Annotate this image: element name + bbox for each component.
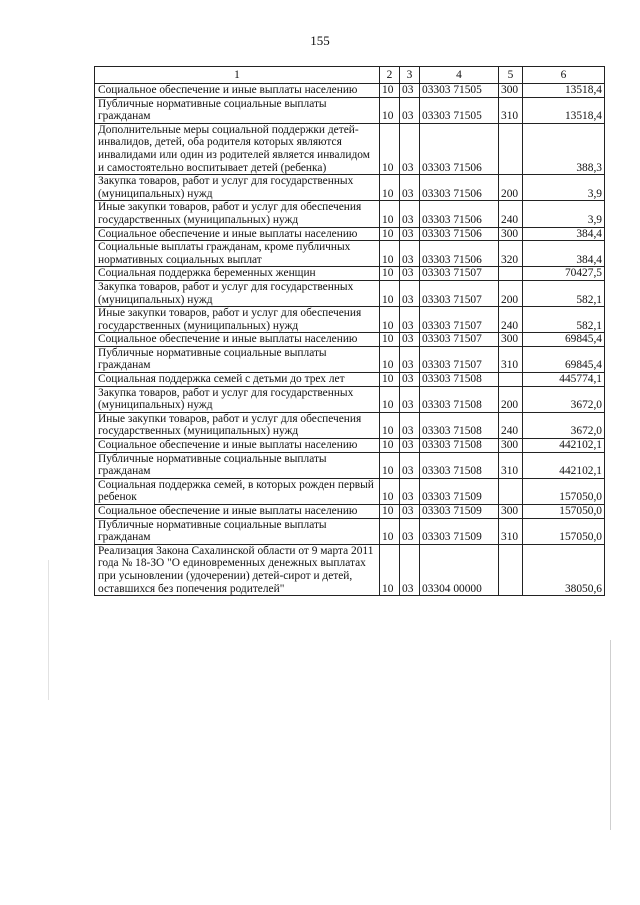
row-target-article-cell: 03303 71507 (420, 280, 499, 306)
row-amount-cell: 582,1 (523, 280, 605, 306)
row-target-article-cell: 03303 71505 (420, 97, 499, 123)
row-amount-cell: 582,1 (523, 307, 605, 333)
table-row (95, 201, 605, 227)
row-subsection-cell: 03 (400, 478, 420, 504)
row-amount-cell: 3672,0 (523, 386, 605, 412)
scan-artifact-line (610, 640, 611, 830)
row-name-cell: Иные закупки товаров, работ и услуг для обеспечения государственных (муниципальных) нужд (95, 201, 380, 227)
row-subsection-cell: 03 (400, 439, 420, 453)
row-name-cell: Публичные нормативные социальные выплаты гражданам (95, 346, 380, 372)
col-header-expense-type: 5 (499, 67, 523, 84)
row-amount-cell: 388,3 (523, 123, 605, 174)
row-name-cell: Социальное обеспечение и иные выплаты населению (95, 505, 380, 519)
row-name-cell: Закупка товаров, работ и услуг для государственных (муниципальных) нужд (95, 386, 380, 412)
row-amount-cell: 157050,0 (523, 478, 605, 504)
row-target-article-cell: 03303 71506 (420, 175, 499, 201)
row-target-article-cell: 03303 71507 (420, 267, 499, 281)
row-section-cell: 10 (380, 241, 400, 267)
row-name-cell: Социальное обеспечение и иные выплаты населению (95, 333, 380, 347)
row-section-cell: 10 (380, 478, 400, 504)
table-row (95, 267, 605, 281)
row-subsection-cell: 03 (400, 373, 420, 387)
col-header-name: 1 (95, 67, 380, 84)
row-target-article-cell: 03303 71507 (420, 346, 499, 372)
table-row (95, 373, 605, 387)
row-section-cell: 10 (380, 227, 400, 241)
row-target-article-cell: 03303 71508 (420, 373, 499, 387)
row-amount-cell: 70427,5 (523, 267, 605, 281)
table-row (95, 505, 605, 519)
row-name-cell: Дополнительные меры социальной поддержки детей-инвалидов, детей, оба родителя которых являются инвалидами или один из родителей является инвалидом и самостоятельно воспитывает детей (ребенка) (95, 123, 380, 174)
row-subsection-cell: 03 (400, 227, 420, 241)
row-target-article-cell: 03303 71508 (420, 439, 499, 453)
row-name-cell: Иные закупки товаров, работ и услуг для обеспечения государственных (муниципальных) нужд (95, 307, 380, 333)
row-amount-cell: 384,4 (523, 227, 605, 241)
row-section-cell: 10 (380, 544, 400, 595)
table-row (95, 175, 605, 201)
row-subsection-cell: 03 (400, 84, 420, 98)
row-section-cell: 10 (380, 123, 400, 174)
row-target-article-cell: 03303 71506 (420, 241, 499, 267)
row-expense-type-cell: 240 (499, 412, 523, 438)
table-row (95, 544, 605, 595)
row-amount-cell: 442102,1 (523, 452, 605, 478)
table-row (95, 439, 605, 453)
row-subsection-cell: 03 (400, 123, 420, 174)
row-target-article-cell: 03303 71506 (420, 227, 499, 241)
table-body (95, 84, 605, 596)
table-row (95, 412, 605, 438)
row-section-cell: 10 (380, 518, 400, 544)
table-row (95, 346, 605, 372)
row-name-cell: Социальное обеспечение и иные выплаты населению (95, 439, 380, 453)
table-row (95, 478, 605, 504)
row-expense-type-cell: 240 (499, 201, 523, 227)
row-amount-cell: 384,4 (523, 241, 605, 267)
row-section-cell: 10 (380, 439, 400, 453)
page-number: 155 (310, 33, 330, 48)
row-section-cell: 10 (380, 333, 400, 347)
col-header-amount: 6 (523, 67, 605, 84)
row-amount-cell: 13518,4 (523, 97, 605, 123)
header-row (95, 67, 605, 84)
row-name-cell: Социальная поддержка семей, в которых рожден первый ребенок (95, 478, 380, 504)
row-expense-type-cell: 300 (499, 439, 523, 453)
row-expense-type-cell (499, 373, 523, 387)
row-name-cell: Реализация Закона Сахалинской области от 9 марта 2011 года № 18-ЗО "О единовременных денежных выплатах при усыновлении (удочерении) детей-сирот и детей, оставшихся без попечения родителей" (95, 544, 380, 595)
row-target-article-cell: 03303 71507 (420, 333, 499, 347)
row-expense-type-cell (499, 478, 523, 504)
row-amount-cell: 3,9 (523, 175, 605, 201)
row-amount-cell: 69845,4 (523, 333, 605, 347)
row-section-cell: 10 (380, 373, 400, 387)
row-amount-cell: 157050,0 (523, 505, 605, 519)
row-expense-type-cell: 300 (499, 227, 523, 241)
row-subsection-cell: 03 (400, 386, 420, 412)
row-expense-type-cell: 310 (499, 346, 523, 372)
row-amount-cell: 445774,1 (523, 373, 605, 387)
row-subsection-cell: 03 (400, 175, 420, 201)
row-expense-type-cell: 200 (499, 175, 523, 201)
row-amount-cell: 157050,0 (523, 518, 605, 544)
table-row (95, 84, 605, 98)
row-expense-type-cell: 240 (499, 307, 523, 333)
row-subsection-cell: 03 (400, 544, 420, 595)
row-amount-cell: 69845,4 (523, 346, 605, 372)
row-subsection-cell: 03 (400, 267, 420, 281)
row-name-cell: Иные закупки товаров, работ и услуг для обеспечения государственных (муниципальных) нужд (95, 412, 380, 438)
row-section-cell: 10 (380, 97, 400, 123)
row-expense-type-cell (499, 123, 523, 174)
row-section-cell: 10 (380, 267, 400, 281)
row-section-cell: 10 (380, 201, 400, 227)
row-subsection-cell: 03 (400, 280, 420, 306)
row-target-article-cell: 03303 71508 (420, 386, 499, 412)
row-name-cell: Социальная поддержка семей с детьми до трех лет (95, 373, 380, 387)
row-name-cell: Социальное обеспечение и иные выплаты населению (95, 227, 380, 241)
row-expense-type-cell (499, 267, 523, 281)
row-subsection-cell: 03 (400, 241, 420, 267)
table-row (95, 386, 605, 412)
row-amount-cell: 13518,4 (523, 84, 605, 98)
row-expense-type-cell: 200 (499, 386, 523, 412)
row-name-cell: Социальная поддержка беременных женщин (95, 267, 380, 281)
scan-artifact-line (48, 560, 49, 700)
row-section-cell: 10 (380, 84, 400, 98)
row-expense-type-cell: 310 (499, 518, 523, 544)
row-section-cell: 10 (380, 175, 400, 201)
row-section-cell: 10 (380, 452, 400, 478)
row-target-article-cell: 03303 71509 (420, 518, 499, 544)
row-subsection-cell: 03 (400, 452, 420, 478)
row-section-cell: 10 (380, 280, 400, 306)
row-section-cell: 10 (380, 346, 400, 372)
table-row (95, 518, 605, 544)
row-expense-type-cell: 320 (499, 241, 523, 267)
row-expense-type-cell: 300 (499, 333, 523, 347)
row-name-cell: Социальные выплаты гражданам, кроме публичных нормативных социальных выплат (95, 241, 380, 267)
row-target-article-cell: 03303 71505 (420, 84, 499, 98)
row-amount-cell: 38050,6 (523, 544, 605, 595)
row-amount-cell: 3672,0 (523, 412, 605, 438)
row-subsection-cell: 03 (400, 97, 420, 123)
row-expense-type-cell: 300 (499, 84, 523, 98)
row-name-cell: Публичные нормативные социальные выплаты гражданам (95, 452, 380, 478)
row-target-article-cell: 03303 71508 (420, 452, 499, 478)
table-row (95, 452, 605, 478)
budget-table (94, 66, 605, 596)
col-header-subsection: 3 (400, 67, 420, 84)
row-subsection-cell: 03 (400, 412, 420, 438)
row-target-article-cell: 03303 71506 (420, 201, 499, 227)
row-amount-cell: 442102,1 (523, 439, 605, 453)
row-name-cell: Закупка товаров, работ и услуг для государственных (муниципальных) нужд (95, 280, 380, 306)
table-row (95, 241, 605, 267)
row-target-article-cell: 03303 71507 (420, 307, 499, 333)
row-section-cell: 10 (380, 307, 400, 333)
table-row (95, 307, 605, 333)
row-subsection-cell: 03 (400, 307, 420, 333)
table-row (95, 333, 605, 347)
row-name-cell: Публичные нормативные социальные выплаты гражданам (95, 97, 380, 123)
row-expense-type-cell: 300 (499, 505, 523, 519)
row-subsection-cell: 03 (400, 346, 420, 372)
row-target-article-cell: 03303 71509 (420, 478, 499, 504)
row-section-cell: 10 (380, 412, 400, 438)
row-subsection-cell: 03 (400, 518, 420, 544)
row-section-cell: 10 (380, 505, 400, 519)
table-row (95, 280, 605, 306)
row-expense-type-cell: 310 (499, 452, 523, 478)
row-target-article-cell: 03303 71506 (420, 123, 499, 174)
row-section-cell: 10 (380, 386, 400, 412)
row-name-cell: Социальное обеспечение и иные выплаты населению (95, 84, 380, 98)
row-subsection-cell: 03 (400, 201, 420, 227)
table-row (95, 97, 605, 123)
row-name-cell: Закупка товаров, работ и услуг для государственных (муниципальных) нужд (95, 175, 380, 201)
row-name-cell: Публичные нормативные социальные выплаты гражданам (95, 518, 380, 544)
row-target-article-cell: 03303 71508 (420, 412, 499, 438)
row-expense-type-cell: 310 (499, 97, 523, 123)
table-row (95, 123, 605, 174)
row-amount-cell: 3,9 (523, 201, 605, 227)
row-target-article-cell: 03303 71509 (420, 505, 499, 519)
row-subsection-cell: 03 (400, 505, 420, 519)
row-target-article-cell: 03304 00000 (420, 544, 499, 595)
col-header-target-article: 4 (420, 67, 499, 84)
col-header-section: 2 (380, 67, 400, 84)
row-expense-type-cell: 200 (499, 280, 523, 306)
row-subsection-cell: 03 (400, 333, 420, 347)
table-row (95, 227, 605, 241)
row-expense-type-cell (499, 544, 523, 595)
